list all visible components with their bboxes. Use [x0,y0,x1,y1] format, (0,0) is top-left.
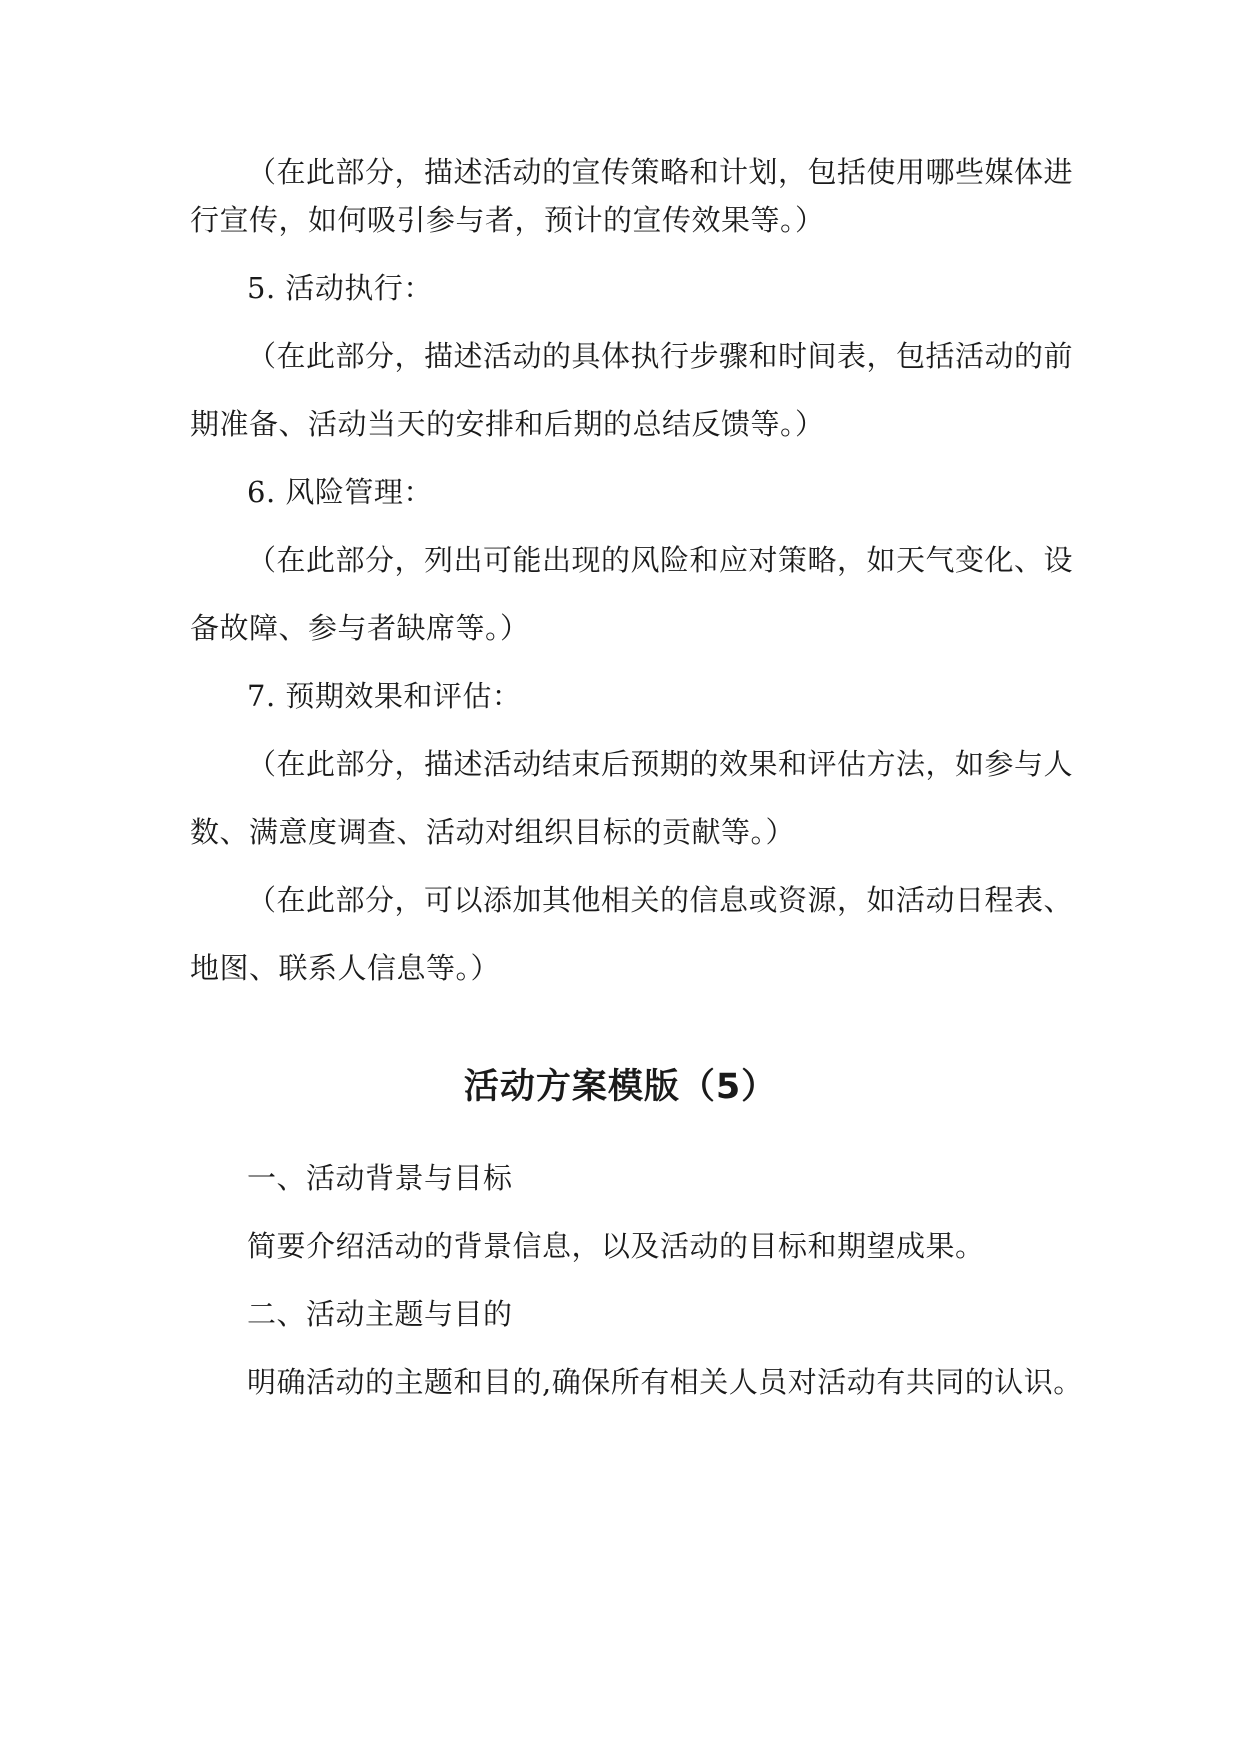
section-heading: 一、活动背景与目标 [247,1161,513,1195]
paragraph-line: 备故障、参与者缺席等。） [190,611,530,645]
paragraph-line: （在此部分，可以添加其他相关的信息或资源，如活动日程表、 [247,883,1074,917]
section-title: 活动方案模版（5） [463,1067,778,1107]
list-heading: 5. 活动执行： [247,271,433,305]
paragraph-line: （在此部分，描述活动结束后预期的效果和评估方法，如参与人 [247,747,1074,781]
paragraph-line: （在此部分，描述活动的宣传策略和计划，包括使用哪些媒体进 [247,155,1074,189]
paragraph-line: （在此部分，列出可能出现的风险和应对策略，如天气变化、设 [247,543,1074,577]
paragraph-line: 简要介绍活动的背景信息，以及活动的目标和期望成果。 [247,1229,985,1263]
paragraph-line: 数、满意度调查、活动对组织目标的贡献等。） [190,815,796,849]
paragraph-line: 地图、联系人信息等。） [190,951,501,985]
list-heading: 6. 风险管理： [247,475,433,509]
paragraph-line: 行宣传，如何吸引参与者，预计的宣传效果等。） [190,203,825,237]
paragraph-line: 期准备、活动当天的安排和后期的总结反馈等。） [190,407,825,441]
paragraph-line: （在此部分，描述活动的具体执行步骤和时间表，包括活动的前 [247,339,1074,373]
paragraph-line: 明确活动的主题和目的,确保所有相关人员对活动有共同的认识。 [247,1365,1083,1399]
section-heading: 二、活动主题与目的 [247,1297,513,1331]
list-heading: 7. 预期效果和评估： [247,679,522,713]
